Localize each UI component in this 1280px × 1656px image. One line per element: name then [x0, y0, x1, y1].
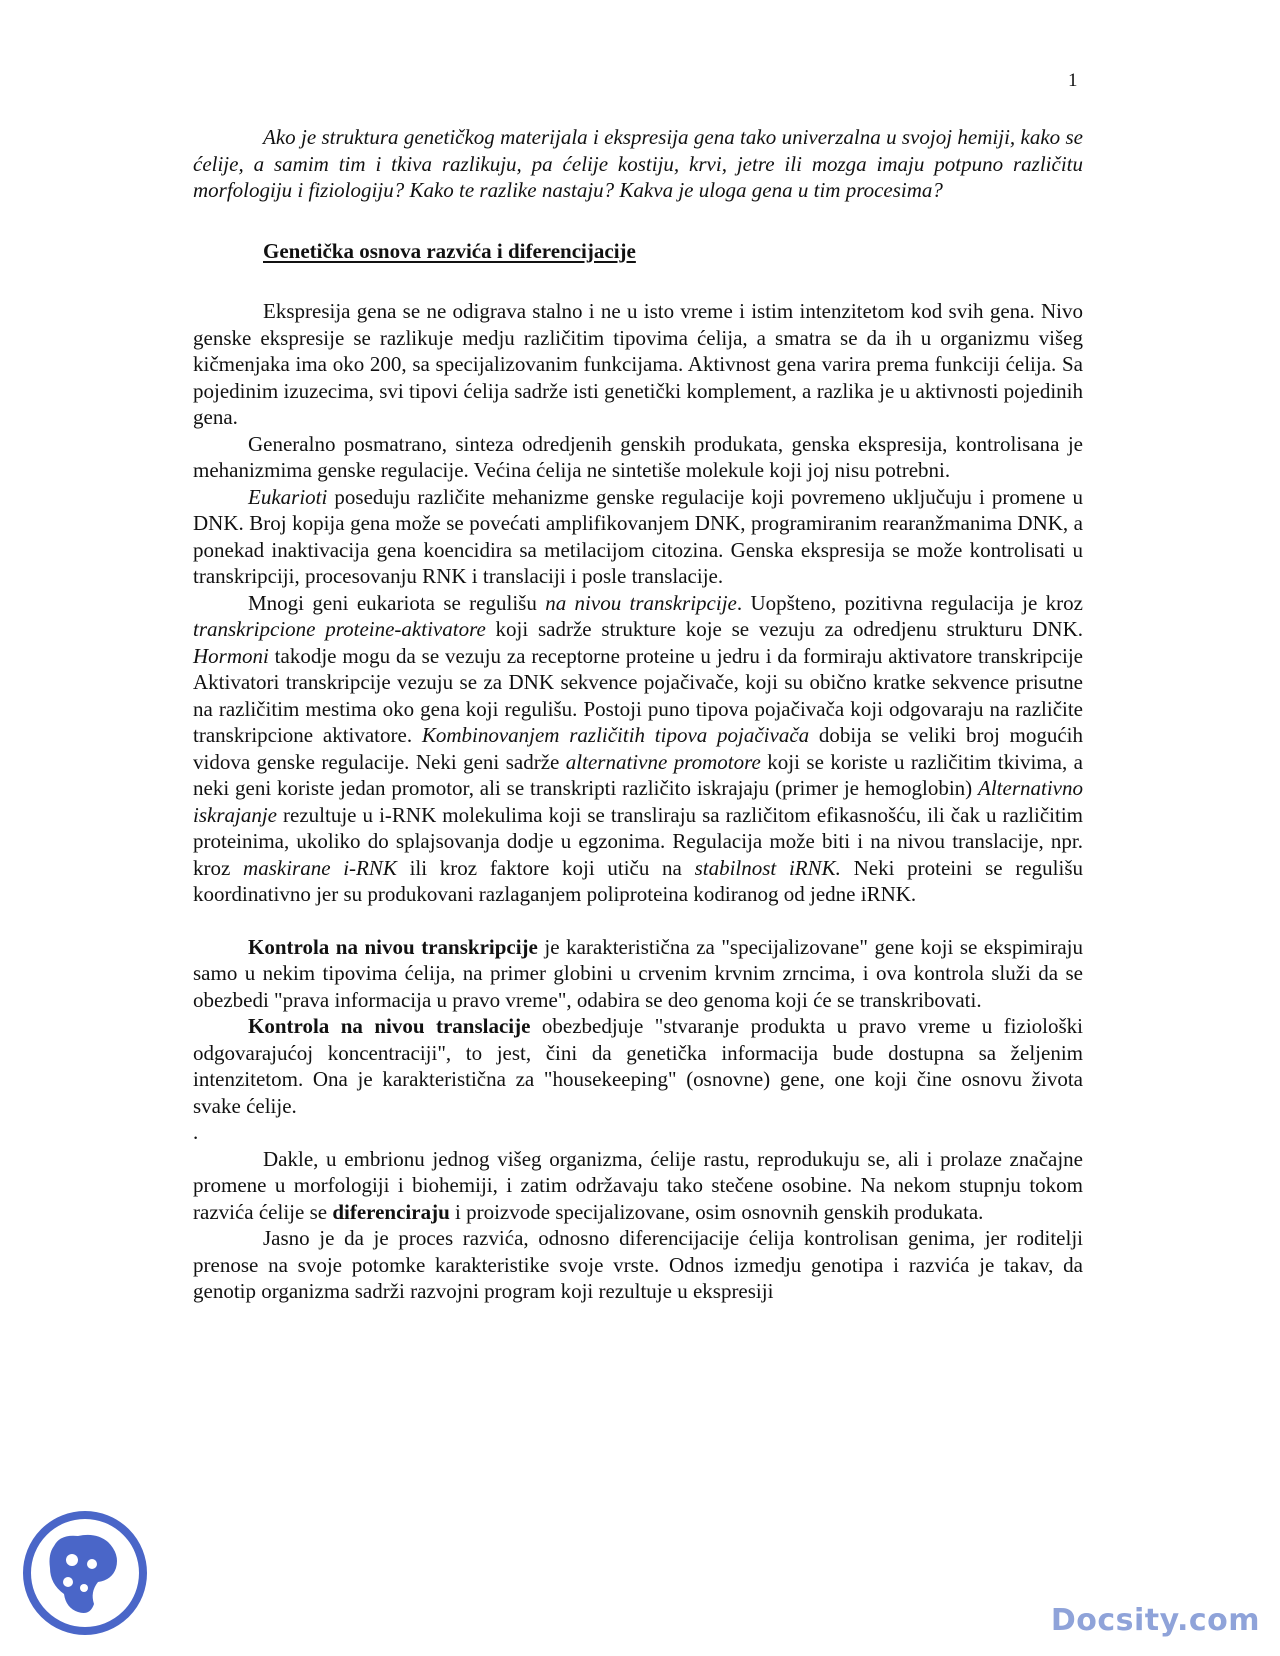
paragraph-8: Jasno je da je proces razvića, odnosno diferencijacije ćelija kontrolisan genima, jer roditelji prenose na svoje potomke karakteristike svoje vrste. Odnos izmedju genotipa i razvića je takav, da genotip organizma sadrži razvojni program koji rezultuje u ekspresiji — [193, 1226, 1083, 1303]
paragraph-5 — [193, 934, 1083, 1014]
paragraph-4-text-h: ili kroz faktore koji utiču na — [396, 855, 695, 880]
paragraph-7-text-a: Dakle, u embrionu jednog višeg organizma, ćelije rastu, reprodukuju se, ali i prolaze značajne promene u morfologiji i biohemiji, i zatim održavaju tako stečene osobine. Na nekom stupnju tokom razvića ćelije se — [193, 1146, 1083, 1224]
paragraph-4-emphasis-1: na nivou transkripcije — [545, 590, 737, 615]
intro-paragraph: Ako je struktura genetičkog materijala i ekspresija gena tako univerzalna u svojoj hemiji, kako se ćelije, a samim tim i tkiva razlikuju, pa ćelije kostiju, krvi, jetre ili mozga imaju potpuno različitu morfologiju i fiziologiju? Kako te razlike nastaju? Kakva je uloga gena u tim procesima? — [193, 125, 1083, 202]
paragraph-7-text-c: i proizvode specijalizovane, osim osnovnih genskih produkata. — [449, 1199, 984, 1224]
paragraph-3-emphasis: Eukarioti — [248, 484, 328, 509]
page-number: 1 — [1068, 70, 1078, 91]
document-body — [193, 124, 1083, 1305]
paragraph-3-text: poseduju različite mehanizme genske regulacije koji povremeno uključuju i promene u DNK. Broj kopija gena može se povećati amplifikovanjem DNK, programiranim rearanžmanima DNK, a ponekad inaktivacija gena koencidira sa metilacijom citozina. Genska ekspresija se može kontrolisati u transkripciji, procesovanju RNK i translaciji i posle translacije. — [193, 484, 1083, 588]
paragraph-4-text-c: koji sadrže strukture koje se vezuju za odredjenu strukturu DNK. — [485, 617, 1083, 641]
paragraph-4-emphasis-5: alternativne promotore — [565, 749, 761, 774]
paragraph-4-text-f: koji se koriste u različitim tkivima, a neki geni koriste jedan promotor, ali se transkripti različito iskrajaju (primer je hemoglobin) — [193, 749, 1083, 800]
paragraph-4-text-a: Mnogi geni eukariota se regulišu — [248, 590, 546, 615]
paragraph-4-emphasis-8: stabilnost iRNK. — [694, 855, 841, 880]
paragraph-6 — [193, 1013, 1083, 1119]
paragraph-5-text: je karakteristična za "specijalizovane" gene koji se ekspimiraju samo u nekim tipovima ćelija, na primer globini u crvenim krvnim zrncima, i ova kontrola služi da se obezbedi "prava informacija u pravo vreme", odabira se deo genoma koji će se transkribovati. — [193, 934, 1083, 1012]
paragraph-4-emphasis-7: maskirane i-RNK — [243, 855, 397, 880]
paragraph-4-emphasis-4: Kombinovanjem različitih tipova pojačivača — [421, 723, 810, 747]
paragraph-6-bold: Kontrola na nivou translacije — [248, 1014, 531, 1038]
paragraph-4-text-d: takodje mogu da se vezuju za receptorne proteine u jedru i da formiraju aktivatore transkripcije Aktivatori transkripcije vezuju se za DNK sekvence pojačivače, koji su obično kratke sekvence prisutne na različitim mestima oko gena koji regulišu. Postoji puno tipova pojačivača koji odgovaraju na različite transkripcione aktivatore. — [193, 643, 1083, 747]
paragraph-4-emphasis-3: Hormoni — [193, 643, 269, 668]
paragraph-7-bold: diferenciraju — [332, 1199, 450, 1224]
paragraph-4-emphasis-2: transkripcione proteine-aktivatore — [193, 617, 486, 641]
paragraph-4-text-b: . Uopšteno, pozitivna regulacija je kroz — [736, 590, 1083, 615]
docsity-logo-icon[interactable] — [20, 1508, 150, 1638]
paragraph-4-text-g: rezultuje u i-RNK molekulima koji se transliraju sa različitom efikasnošću, ili čak u različitim proteinima, ukoliko do splajsovanja dodje u egzonima. Regulacija može biti i na nivou translacije, npr. kroz — [193, 802, 1083, 880]
paragraph-5-bold: Kontrola na nivou transkripcije — [248, 934, 538, 959]
stray-dot: . — [193, 1120, 199, 1144]
paragraph-6-text: obezbedjuje "stvaranje produkta u pravo vreme u fiziološki odgovarajućoj koncentraciji", to jest, čini da genetička informacija bude dostupna sa željenim intenzitetom. Ona je karakteristična za "housekeeping" (osnovne) gene, one koji čine osnovu života svake ćelije. — [193, 1014, 1084, 1118]
paragraph-4-text-i: Neki proteini se regulišu koordinativno jer su produkovani razlaganjem poliproteina kodiranog od jedne iRNK. — [193, 855, 1083, 906]
paragraph-3 — [193, 484, 1083, 590]
docsity-brand-link[interactable]: Docsity.com — [1050, 1603, 1260, 1638]
paragraph-4-text-e: dobija se veliki broj mogućih vidova genske regulacije. Neki geni sadrže — [193, 723, 1084, 774]
paragraph-7 — [193, 1146, 1083, 1226]
paragraph-1: Ekspresija gena se ne odigrava stalno i ne u isto vreme i istim intenzitetom kod svih gena. Nivo genske ekspresije se razlikuje medju različitim tipovima ćelija, a smatra se da ih u organizmu višeg kičmenjaka ima oko 200, sa specijalizovanim funkcijama. Aktivnost gena varira prema funkciji ćelija. Sa pojedinim izuzecima, svi tipovi ćelija sadrže isti genetički komplement, a razlika je u aktivnosti pojedinih gena. — [193, 299, 1083, 429]
paragraph-2: Generalno posmatrano, sinteza odredjenih genskih produkata, genska ekspresija, kontrolisana je mehanizmima genske regulacije. Većina ćelija ne sintetiše molekule koji joj nisu potrebni. — [193, 431, 1083, 482]
paragraph-4-emphasis-6: Alternativno iskrajanje — [193, 776, 1083, 827]
paragraph-4 — [193, 590, 1083, 908]
section-heading: Genetička osnova razvića i diferencijacije — [263, 238, 636, 263]
